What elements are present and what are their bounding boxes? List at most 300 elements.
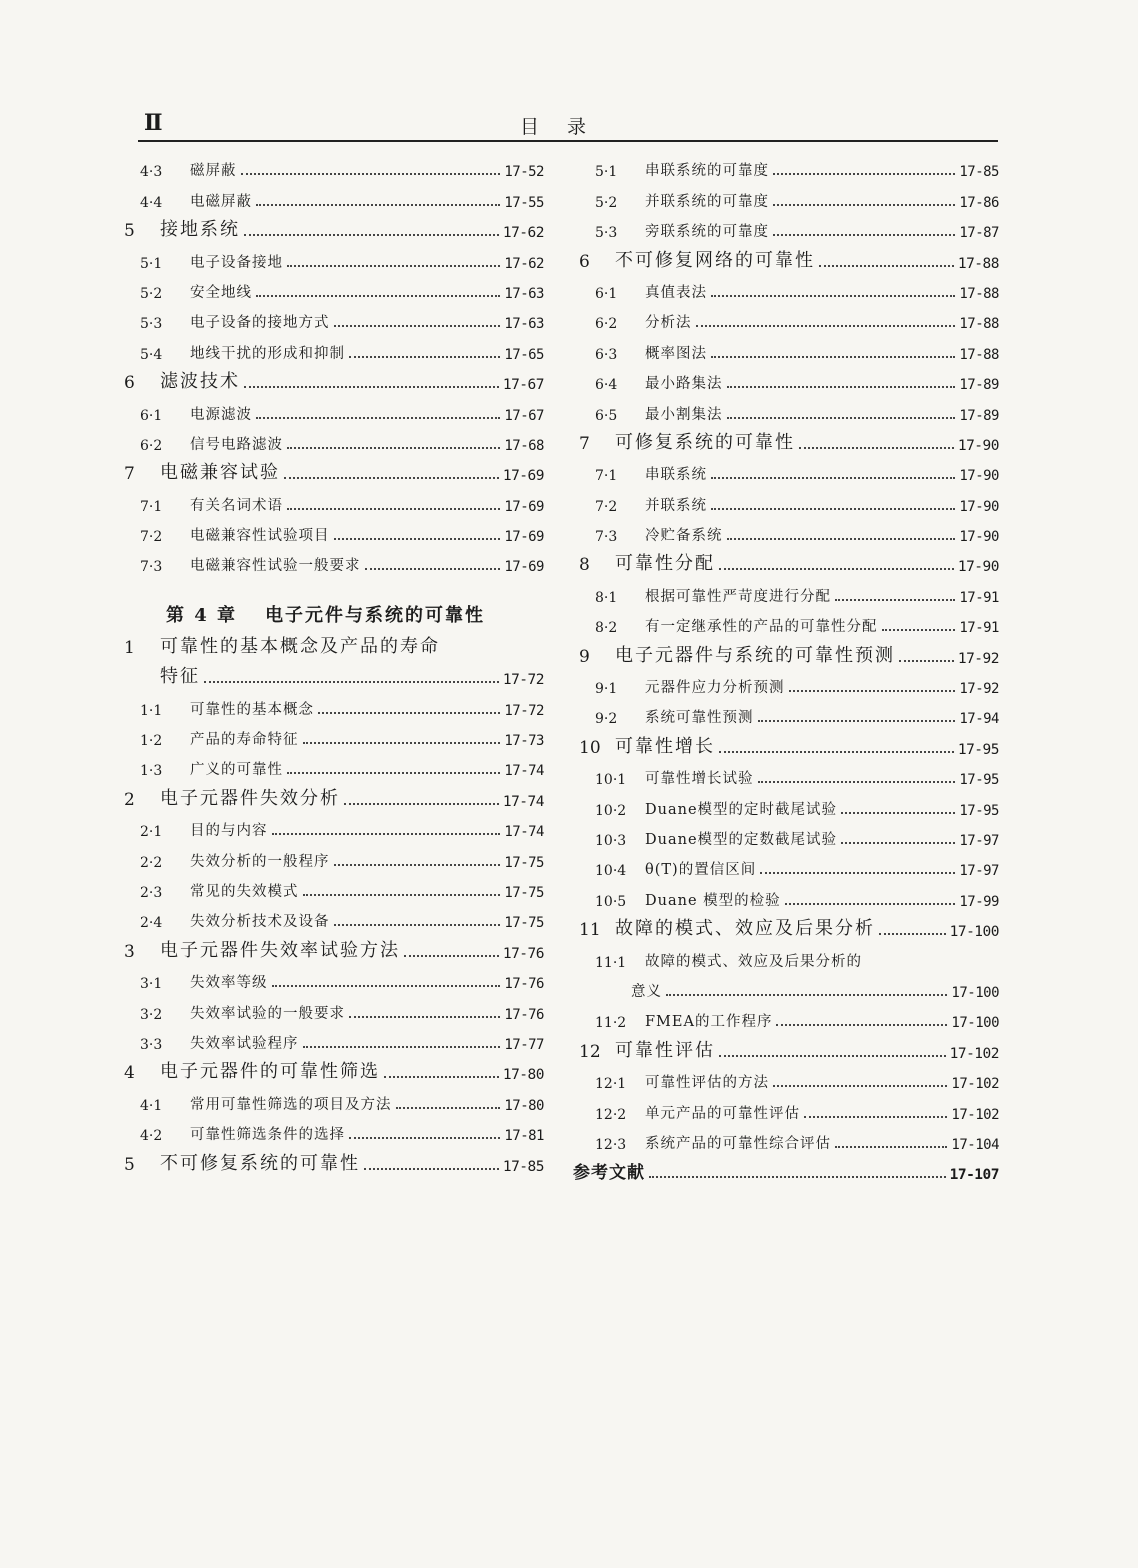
entry-number: 10·2 [595,802,627,819]
dot-leader [256,416,500,419]
toc-entry [573,150,999,180]
entry-title: 常用可靠性筛选的项目及方法 [190,1096,392,1113]
dot-leader [344,802,499,805]
dot-leader [303,1045,501,1048]
entry-number: 1·3 [140,763,163,780]
entry-number: 8 [579,555,590,576]
toc-entry [573,849,999,879]
entry-page-number: 17-69 [504,529,544,546]
entry-page-number: 17-52 [504,164,544,181]
dot-leader [365,567,501,570]
dot-leader [364,1167,499,1170]
entry-title: 常见的失效模式 [190,883,299,900]
toc-entry [573,971,999,1001]
entry-title: 最小割集法 [645,406,723,423]
toc-entry [118,515,544,545]
toc-entry [573,545,999,575]
dot-leader [244,233,499,236]
entry-page-number: 17-88 [957,255,999,272]
entry-title: 失效率等级 [190,975,268,992]
entry-page-number: 17-88 [959,285,999,302]
dot-leader [711,507,955,510]
toc-entry [118,779,544,809]
dot-leader [899,659,954,662]
entry-page-number: 17-72 [504,702,544,719]
entry-number: 5·1 [595,164,618,181]
entry-title: 系统产品的可靠性综合评估 [645,1135,831,1152]
entry-page-number: 17-80 [502,1067,544,1084]
toc-entry [573,1062,999,1092]
entry-page-number: 17-76 [502,945,544,962]
entry-number: 2·1 [140,824,163,841]
entry-page-number: 17-76 [504,1006,544,1023]
entry-number: 12·1 [595,1076,627,1093]
dot-leader [758,719,956,722]
entry-page-number: 17-81 [504,1128,544,1145]
entry-page-number: 17-102 [949,1045,999,1062]
entry-number: 3 [124,941,135,962]
entry-number: 10·4 [595,863,627,880]
entry-page-number: 17-90 [957,559,999,576]
entry-title: 单元产品的可靠性评估 [645,1105,800,1122]
entry-title: 最小路集法 [645,376,723,393]
entry-title: 失效率试验程序 [190,1035,299,1052]
dot-leader [349,1015,500,1018]
entry-number: 5·2 [140,285,163,302]
entry-page-number: 17-91 [959,620,999,637]
toc-entry [118,688,544,718]
dot-leader [396,1106,501,1109]
entry-page-number: 17-67 [502,377,544,394]
toc-entry [573,302,999,332]
toc-entry [118,180,544,210]
entry-title: 有关名词术语 [190,497,283,514]
entry-number: 2 [124,789,135,810]
entry-title: Duane 模型的检验 [645,892,781,909]
entry-number: 10·1 [595,772,627,789]
toc-entry [573,393,999,423]
entry-number: 5 [124,1154,135,1175]
page-title: 目录 [520,116,615,138]
entry-title: 可靠性评估 [615,1039,715,1061]
entry-number: 4·3 [140,164,163,181]
entry-title: 电磁兼容性试验项目 [190,528,330,545]
entry-number: 7 [579,433,590,454]
dot-leader [334,863,501,866]
toc-entry [118,749,544,779]
entry-number: 8·1 [595,589,618,606]
entry-title: 电磁兼容试验 [160,462,280,484]
toc-entry [573,697,999,727]
entry-title: 冷贮备系统 [645,528,723,545]
dot-leader [256,203,500,206]
toc-entry [573,1092,999,1122]
toc-entry [118,302,544,332]
toc-entry [118,992,544,1022]
entry-number: 11 [579,920,601,941]
entry-number: 1·2 [140,733,163,750]
toc-entry [573,1031,999,1061]
chapter-number: 第 4 章 [166,605,238,627]
entry-title: 可靠性的基本概念 [190,701,314,718]
dot-leader [882,628,956,631]
entry-title: 旁联系统的可靠度 [645,224,769,241]
chapter-title: 电子元件与系统的可靠性 [265,605,486,627]
dot-leader [272,832,501,835]
entry-title: 电子元器件失效分析 [160,787,340,809]
toc-entry [118,241,544,271]
entry-title: 特征 [160,666,200,688]
dot-leader [719,1054,946,1057]
entry-number: 7·3 [595,529,618,546]
toc-entry [573,788,999,818]
page-header [138,108,998,142]
dot-leader [287,771,500,774]
dot-leader [287,507,500,510]
entry-page-number: 17-75 [504,854,544,871]
entry-title: 元器件应力分析预测 [645,680,785,697]
entry-title: 失效分析技术及设备 [190,914,330,931]
entry-number: 1·1 [140,702,163,719]
entry-title: 分析法 [645,315,692,332]
dot-leader [244,385,499,388]
toc-entry [118,1023,544,1053]
entry-number: 6·1 [140,407,163,424]
toc-entry [573,1123,999,1153]
entry-page-number: 17-94 [959,711,999,728]
dot-leader [241,172,501,175]
entry-title: 可靠性分配 [615,553,715,575]
entry-number: 2·2 [140,854,163,871]
entry-title: 概率图法 [645,345,707,362]
dot-leader [773,233,955,236]
entry-number: 6·4 [595,377,618,394]
entry-page-number: 17-77 [504,1036,544,1053]
entry-number: 12·2 [595,1106,627,1123]
entry-title: 参考文献 [573,1163,645,1184]
dot-leader [272,984,501,987]
dot-leader [773,203,955,206]
dot-leader [758,780,956,783]
dot-leader [303,741,501,744]
toc-entry [118,871,544,901]
entry-page-number: 17-95 [959,802,999,819]
dot-leader [287,446,500,449]
entry-page-number: 17-69 [504,498,544,515]
entry-page-number: 17-100 [949,924,999,941]
entry-number: 6·2 [140,437,163,454]
toc-entry [118,840,544,870]
entry-number: 2·4 [140,915,163,932]
entry-page-number: 17-87 [959,225,999,242]
entry-page-number: 17-95 [957,741,999,758]
entry-page-number: 17-88 [959,316,999,333]
entry-title: 地线干扰的形成和抑制 [190,345,345,362]
entry-number: 4·1 [140,1097,163,1114]
entry-title: 不可修复网络的可靠性 [615,249,815,271]
toc-entry [573,272,999,302]
entry-page-number: 17-69 [504,559,544,576]
entry-title: 目的与内容 [190,823,268,840]
toc-entry [573,332,999,362]
toc-right-column [573,150,999,1183]
entry-page-number: 17-73 [504,733,544,750]
dot-leader [384,1075,499,1078]
entry-page-number: 17-91 [959,589,999,606]
entry-number: 12 [579,1041,601,1062]
entry-number: 10·5 [595,893,627,910]
entry-number: 6 [124,373,135,394]
toc-entry [573,940,999,970]
dot-leader [711,476,955,479]
entry-title: 信号电路滤波 [190,436,283,453]
volume-roman-numeral: Ⅱ [144,110,161,136]
toc-entry [118,272,544,302]
entry-page-number: 17-65 [504,346,544,363]
entry-number: 2·3 [140,884,163,901]
entry-page-number: 17-100 [951,1015,999,1032]
entry-page-number: 17-80 [504,1097,544,1114]
entry-title: 电源滤波 [190,406,252,423]
entry-title: 接地系统 [160,219,240,241]
entry-title: 故障的模式、效应及后果分析 [615,918,875,940]
entry-title: 不可修复系统的可靠性 [160,1152,360,1174]
entry-number: 10·3 [595,832,627,849]
entry-number: 5·1 [140,255,163,272]
dot-leader [776,1023,947,1026]
entry-page-number: 17-69 [502,468,544,485]
toc-entry [118,719,544,749]
entry-title: 电磁屏蔽 [190,193,252,210]
entry-page-number: 17-100 [951,984,999,1001]
entry-title: 失效分析的一般程序 [190,853,330,870]
toc-entry [573,636,999,666]
entry-number: 11·1 [595,954,627,971]
toc-entry [573,1001,999,1031]
toc-entry [573,515,999,545]
entry-title: 电子元器件失效率试验方法 [160,939,400,961]
entry-page-number: 17-90 [959,498,999,515]
toc-entry [573,363,999,393]
toc-entry [573,727,999,757]
dot-leader [284,476,499,479]
entry-title: 可靠性评估的方法 [645,1075,769,1092]
entry-page-number: 17-97 [959,832,999,849]
entry-number: 4 [124,1063,135,1084]
entry-title: 电子元器件的可靠性筛选 [160,1061,380,1083]
dot-leader [804,1115,947,1118]
toc-entry [573,241,999,271]
entry-title: 意义 [631,983,662,1000]
entry-page-number: 17-76 [504,976,544,993]
dot-leader [727,385,956,388]
dot-leader [349,1136,500,1139]
toc-entry [118,962,544,992]
entry-page-number: 17-92 [957,650,999,667]
dot-leader [835,598,955,601]
entry-page-number: 17-72 [502,672,544,689]
toc-entry [573,606,999,636]
dot-leader [841,841,955,844]
dot-leader [727,537,956,540]
toc-entry [118,211,544,241]
entry-number: 11·2 [595,1015,627,1032]
entry-number: 7·3 [140,559,163,576]
entry-title: 产品的寿命特征 [190,732,299,749]
entry-title: 真值表法 [645,284,707,301]
toc-entry [118,575,544,627]
entry-title: Duane模型的定数截尾试验 [645,831,838,848]
entry-number: 8·2 [595,620,618,637]
entry-page-number: 17-90 [959,468,999,485]
dot-leader [789,689,956,692]
toc-entry [573,758,999,788]
entry-number: 3·1 [140,976,163,993]
dot-leader [334,923,501,926]
toc-entry [118,931,544,961]
entry-page-number: 17-75 [504,915,544,932]
dot-leader [719,750,954,753]
dot-leader [760,871,955,874]
entry-title: 可靠性的基本概念及产品的寿命 [160,635,440,657]
entry-title: 根据可靠性严苛度进行分配 [645,588,831,605]
entry-page-number: 17-86 [959,194,999,211]
dot-leader [835,1145,947,1148]
entry-number: 6·3 [595,346,618,363]
entry-title: 故障的模式、效应及后果分析的 [645,953,862,970]
entry-title: 串联系统 [645,467,707,484]
entry-title: 可靠性增长 [615,735,715,757]
entry-page-number: 17-68 [504,437,544,454]
entry-number: 6·2 [595,316,618,333]
entry-page-number: 17-97 [959,863,999,880]
toc-entry [118,454,544,484]
entry-number: 9 [579,646,590,667]
entry-page-number: 17-102 [951,1076,999,1093]
entry-page-number: 17-63 [504,316,544,333]
entry-number: 5·4 [140,346,163,363]
toc-entry [118,658,544,688]
toc-entry [573,575,999,605]
toc-entry [118,363,544,393]
dot-leader [785,902,956,905]
entry-number: 4·4 [140,194,163,211]
entry-title: 电子元器件与系统的可靠性预测 [615,644,895,666]
entry-title: 可修复系统的可靠性 [615,431,795,453]
entry-title: 并联系统 [645,497,707,514]
dot-leader [303,893,501,896]
toc-entry [573,424,999,454]
entry-number: 9·2 [595,711,618,728]
entry-page-number: 17-63 [504,285,544,302]
toc-left-column [118,150,544,1175]
entry-page-number: 17-62 [504,255,544,272]
entry-page-number: 17-90 [957,437,999,454]
entry-title: 电子设备接地 [190,254,283,271]
entry-title: FMEA的工作程序 [645,1014,773,1031]
entry-number: 12·3 [595,1136,627,1153]
entry-number: 6·1 [595,285,618,302]
entry-number: 1 [124,637,135,658]
entry-number: 5·3 [140,316,163,333]
entry-title: θ(T)的置信区间 [645,862,757,879]
dot-leader [819,264,954,267]
entry-page-number: 17-89 [959,377,999,394]
toc-entry [118,810,544,840]
entry-title: 可靠性筛选条件的选择 [190,1127,345,1144]
dot-leader [799,446,954,449]
dot-leader [841,811,955,814]
dot-leader [649,1175,946,1178]
entry-page-number: 17-74 [502,793,544,810]
entry-number: 7·2 [140,529,163,546]
dot-leader [773,172,955,175]
toc-entry [573,180,999,210]
toc-entry [573,1153,999,1183]
dot-leader [711,355,955,358]
entry-page-number: 17-102 [951,1106,999,1123]
entry-title: 安全地线 [190,284,252,301]
entry-number: 9·1 [595,681,618,698]
entry-page-number: 17-75 [504,884,544,901]
entry-number: 5·3 [595,225,618,242]
toc-entry [118,484,544,514]
entry-page-number: 17-92 [959,681,999,698]
entry-title: 电磁兼容性试验一般要求 [190,558,361,575]
entry-number: 5·2 [595,194,618,211]
toc-entry [118,332,544,362]
dot-leader [256,294,500,297]
toc-entry [118,545,544,575]
entry-title: 滤波技术 [160,371,240,393]
toc-entry [118,627,544,657]
toc-entry [573,211,999,241]
entry-page-number: 17-89 [959,407,999,424]
toc-entry [118,1053,544,1083]
entry-page-number: 17-107 [949,1167,999,1184]
entry-title: 并联系统的可靠度 [645,193,769,210]
entry-page-number: 17-67 [504,407,544,424]
toc-entry [573,819,999,849]
entry-title: 磁屏蔽 [190,163,237,180]
entry-title: Duane模型的定时截尾试验 [645,801,838,818]
dot-leader [318,711,500,714]
toc-entry [118,424,544,454]
entry-number: 10 [579,737,601,758]
dot-leader [334,324,501,327]
entry-number: 7 [124,464,135,485]
toc-entry [573,454,999,484]
dot-leader [404,954,499,957]
entry-title: 电子设备的接地方式 [190,315,330,332]
entry-number: 6·5 [595,407,618,424]
entry-page-number: 17-95 [959,772,999,789]
entry-page-number: 17-85 [502,1158,544,1175]
entry-page-number: 17-90 [959,529,999,546]
entry-page-number: 17-55 [504,194,544,211]
entry-page-number: 17-74 [504,763,544,780]
toc-entry [573,910,999,940]
entry-page-number: 17-88 [959,346,999,363]
entry-number: 5 [124,221,135,242]
entry-number: 3·2 [140,1006,163,1023]
entry-page-number: 17-104 [951,1136,999,1153]
dot-leader [773,1084,947,1087]
entry-number: 4·2 [140,1128,163,1145]
toc-entry [573,879,999,909]
toc-entry [118,1083,544,1113]
entry-title: 有一定继承性的产品的可靠性分配 [645,619,878,636]
